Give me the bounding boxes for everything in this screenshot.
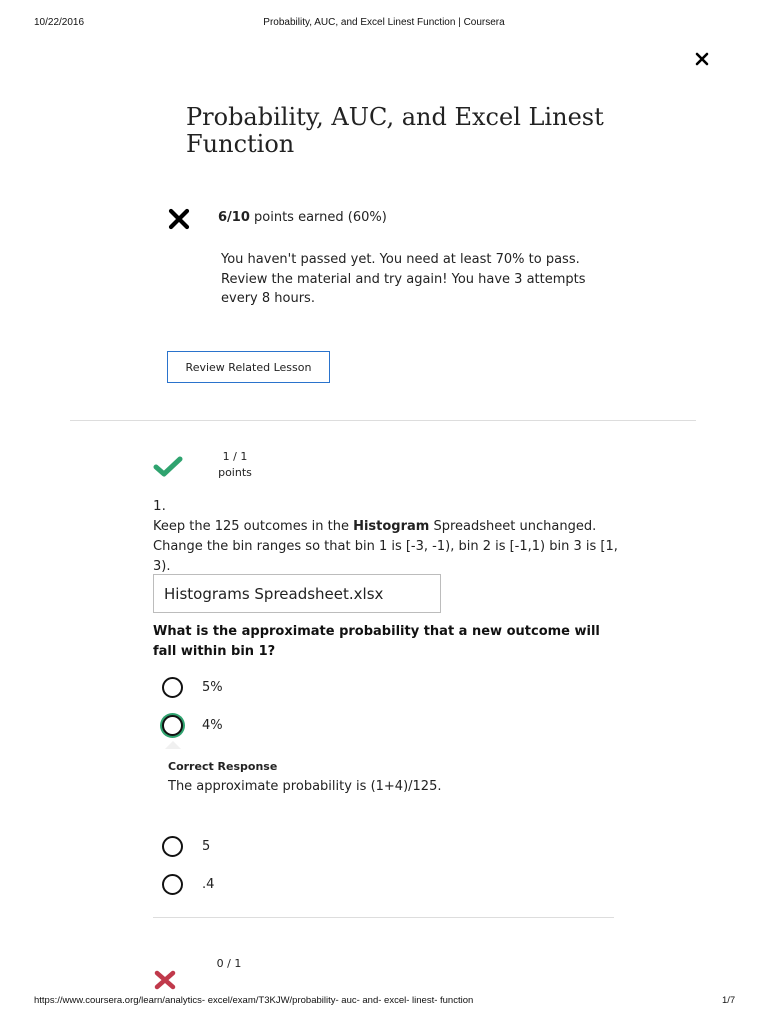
checkmark-icon xyxy=(153,456,183,478)
radio-button-selected[interactable] xyxy=(162,715,183,736)
close-button[interactable] xyxy=(695,52,709,66)
question-points xyxy=(210,449,260,481)
option-5[interactable] xyxy=(162,835,210,857)
print-page-number: 1/7 xyxy=(722,995,736,1006)
points-value: 1 / 1 xyxy=(222,450,248,463)
prompt-emphasis: Histogram xyxy=(353,519,430,534)
feedback-title: Correct Response xyxy=(168,760,278,773)
question-divider xyxy=(153,917,614,918)
score-summary xyxy=(218,210,387,225)
option-5-percent[interactable] xyxy=(162,676,223,698)
feedback-text: The approximate probability is (1+4)/125. xyxy=(168,779,442,794)
print-url: https://www.coursera.org/learn/analytics- excel/exam/T3KJW/probability- auc- and- excel- linest- function xyxy=(34,995,474,1006)
attachment-link[interactable]: Histograms Spreadsheet.xlsx xyxy=(153,574,441,613)
review-related-lesson-button[interactable]: Review Related Lesson xyxy=(167,351,330,383)
quiz-title: Probability, AUC, and Excel Linest Function xyxy=(186,103,604,158)
print-date: 10/22/2016 xyxy=(34,17,85,28)
x-icon xyxy=(154,970,176,990)
question-text: What is the approximate probability that a new outcome will fall within bin 1? xyxy=(153,624,600,659)
option-label: 5 xyxy=(202,838,211,854)
print-page-title: Probability, AUC, and Excel Linest Function | Coursera xyxy=(263,17,505,28)
option-label: 5% xyxy=(202,679,223,695)
result-x-icon xyxy=(168,208,190,230)
points-label: points xyxy=(218,466,252,479)
option-label: 4% xyxy=(202,717,223,733)
score-value: 6/10 xyxy=(218,210,250,225)
score-text: points earned (60%) xyxy=(249,210,387,225)
radio-button[interactable] xyxy=(162,677,183,698)
close-icon xyxy=(695,52,709,66)
section-divider xyxy=(70,420,696,421)
option-label: .4 xyxy=(202,876,215,892)
feedback-pointer-icon xyxy=(165,741,181,749)
option-4-percent[interactable] xyxy=(162,714,223,736)
question-number: 1. xyxy=(153,498,166,514)
radio-button[interactable] xyxy=(162,836,183,857)
fail-message: You haven't passed yet. You need at least 70% to pass. Review the material and try again! You have 3 attempts every 8 hours. xyxy=(221,252,586,306)
question-prompt: Keep the 125 outcomes in the Histogram Spreadsheet unchanged. Change the bin ranges so that bin 1 is [-3, -1), bin 2 is [-1,1) bin 3 is [1, 3). xyxy=(153,519,618,574)
radio-button[interactable] xyxy=(162,874,183,895)
question-2-points: 0 / 1 xyxy=(216,957,242,970)
option-point-4[interactable] xyxy=(162,873,214,895)
